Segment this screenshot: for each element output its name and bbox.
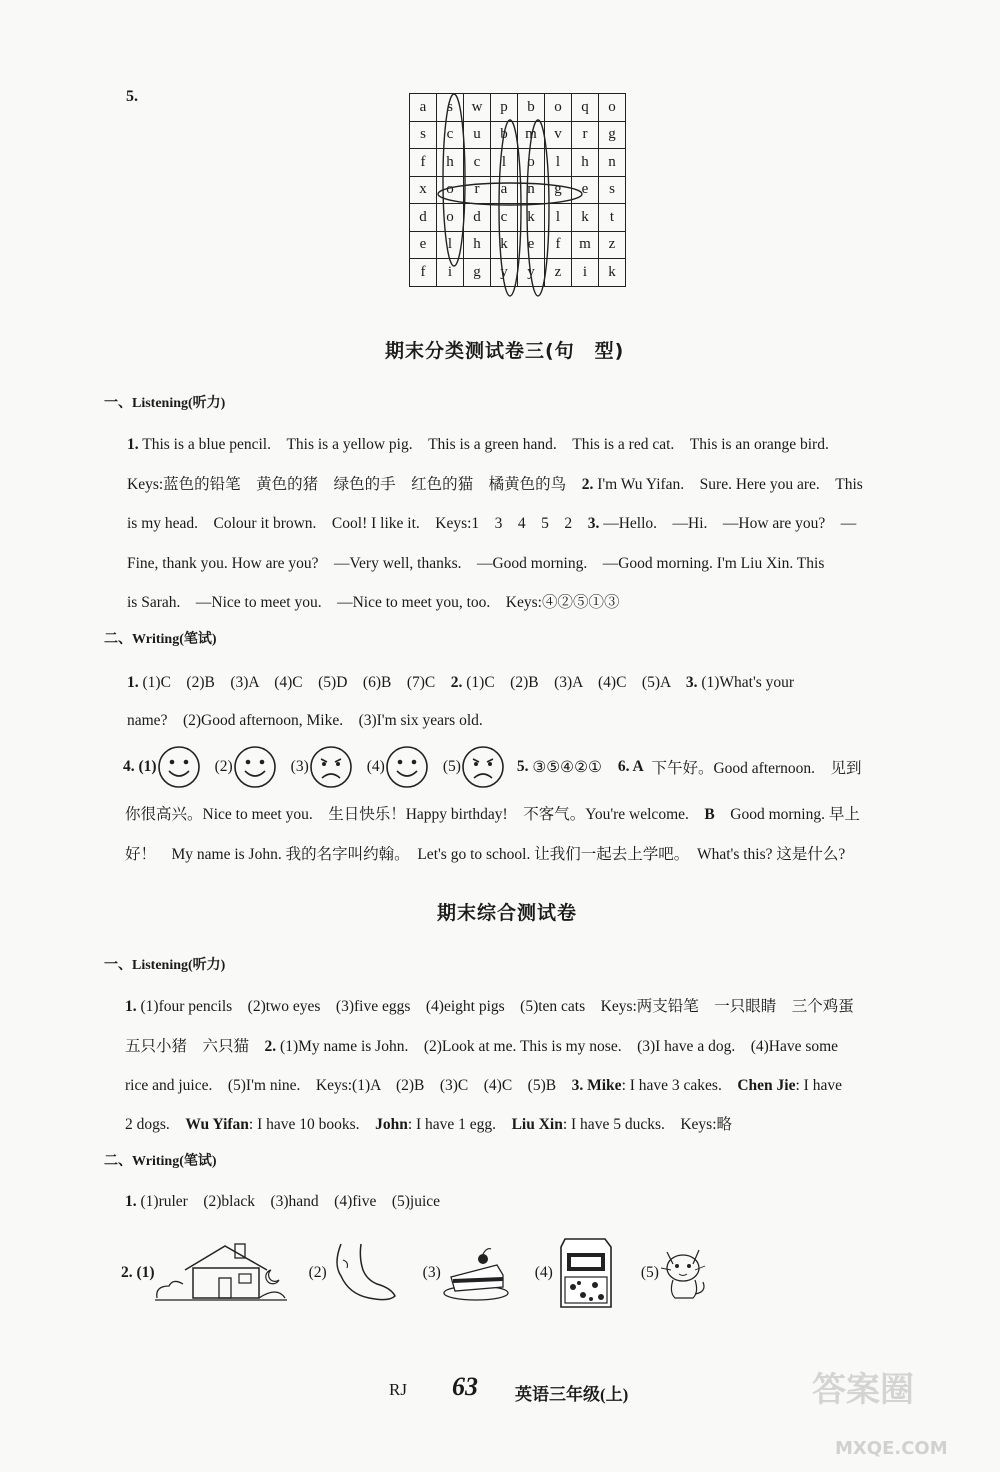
grid-cell: u xyxy=(464,121,491,149)
grid-row xyxy=(410,94,626,122)
q5-prefix: 5. xyxy=(516,758,529,775)
grid-cell: o xyxy=(437,204,464,232)
cat-icon xyxy=(659,1244,709,1302)
s2-listening-line-4: 2 dogs. Wu Yifan: I have 10 books. John: I have 1 egg. Liu Xin: I have 5 ducks. Keys:略 xyxy=(125,1116,733,1133)
grid-cell: l xyxy=(545,149,572,177)
grid-cell: o xyxy=(545,94,572,122)
question-number: 5. xyxy=(126,88,138,105)
grid-row xyxy=(410,204,626,232)
grid-cell: t xyxy=(599,204,626,232)
grid-cell: n xyxy=(599,149,626,177)
listening-label: 一、Listening(听力) xyxy=(104,396,226,411)
listening-label-2: 一、Listening(听力) xyxy=(104,958,226,973)
grid-row xyxy=(410,231,626,259)
writing-line-1: 1. (1)C (2)B (3)A (4)C (5)D (6)B (7)C 2. (1)C (2)B (3)A (4)C (5)A 3. (1)What's your xyxy=(127,674,795,691)
grid-cell: z xyxy=(545,259,572,287)
sad-face-icon xyxy=(461,745,505,789)
grid-row xyxy=(410,259,626,287)
pic-label-2: (2) xyxy=(308,1264,327,1281)
grid-cell: f xyxy=(410,259,437,287)
grid-cell: i xyxy=(437,259,464,287)
face-label-5: (5) xyxy=(442,758,461,775)
grid-row xyxy=(410,176,626,204)
grid-cell: e xyxy=(518,231,545,259)
s2-listening-line-2: 五只小猪 六只猫 2. (1)My name is John. (2)Look at me. This is my nose. (3)I have a dog. (4)Have some xyxy=(125,1038,839,1055)
grid-cell: o xyxy=(437,176,464,204)
footer-book-title: 英语三年级(上) xyxy=(515,1385,629,1404)
grid-cell: w xyxy=(464,94,491,122)
face-label-4: (4) xyxy=(366,758,385,775)
grid-cell: b xyxy=(518,94,545,122)
s2-listening-line-1: 1. (1)four pencils (2)two eyes (3)five eggs (4)eight pigs (5)ten cats Keys:两支铅笔 一只眼睛 三个鸡蛋 xyxy=(125,998,854,1015)
grid-cell: v xyxy=(545,121,572,149)
juice-box-icon xyxy=(553,1237,617,1309)
grid-cell: m xyxy=(572,231,599,259)
grid-cell: y xyxy=(491,259,518,287)
faces-row xyxy=(123,742,862,792)
house-icon xyxy=(155,1240,287,1306)
s2-listening-line-3: rice and juice. (5)I'm nine. Keys:(1)A (2)B (3)C (4)C (5)B 3. Mike: I have 3 cakes. Chen Jie: I have xyxy=(125,1077,842,1094)
listening-line-3: is my head. Colour it brown. Cool! I like it. Keys:1 3 4 5 2 3. —Hello. —Hi. —How are you? — xyxy=(127,515,857,532)
grid-cell: i xyxy=(572,259,599,287)
q6-line-3: 好！ My name is John. 我的名字叫约翰。 Let's go to school. 让我们一起去上学吧。 What's this? 这是什么? xyxy=(125,846,846,863)
happy-face-icon xyxy=(233,745,277,789)
section-title-2: 期末综合测试卷 xyxy=(437,902,578,924)
grid-cell: d xyxy=(410,204,437,232)
grid-cell: f xyxy=(410,149,437,177)
grid-cell: q xyxy=(572,94,599,122)
happy-face-icon xyxy=(385,745,429,789)
grid-row xyxy=(410,149,626,177)
q6-line-2: 你很高兴。Nice to meet you. 生日快乐！Happy birthday! 不客气。You're welcome. B Good morning. 早上 xyxy=(125,806,860,823)
grid-cell: g xyxy=(545,176,572,204)
q6-prefix: 6. A xyxy=(617,758,644,775)
grid-cell: e xyxy=(410,231,437,259)
s2-writing-line-1: 1. (1)ruler (2)black (3)hand (4)five (5)juice xyxy=(125,1193,441,1210)
grid-cell: c xyxy=(437,121,464,149)
section-title: 期末分类测试卷三(句 型) xyxy=(385,340,625,362)
listening-line-1: 1. This is a blue pencil. This is a yellow pig. This is a green hand. This is a red cat. This is an orange bird. xyxy=(127,436,829,453)
writing-line-2: name? (2)Good afternoon, Mike. (3)I'm six years old. xyxy=(127,712,483,729)
grid-cell: k xyxy=(491,231,518,259)
grid-row xyxy=(410,121,626,149)
grid-cell: s xyxy=(437,94,464,122)
q5-answer: ③⑤④②① xyxy=(532,758,602,776)
grid-cell: y xyxy=(518,259,545,287)
grid-cell: p xyxy=(491,94,518,122)
footer-code: RJ xyxy=(389,1380,407,1399)
grid-cell: k xyxy=(518,204,545,232)
pic-label-5: (5) xyxy=(640,1264,659,1281)
pic-label-4: (4) xyxy=(534,1264,553,1281)
grid-cell: f xyxy=(545,231,572,259)
grid-cell: a xyxy=(491,176,518,204)
writing-label: 二、Writing(笔试) xyxy=(104,632,217,647)
grid-cell: h xyxy=(437,149,464,177)
face-label-1: 4. (1) xyxy=(123,758,157,775)
grid-cell: s xyxy=(410,121,437,149)
grid-cell: o xyxy=(599,94,626,122)
grid-cell: l xyxy=(437,231,464,259)
grid-cell: g xyxy=(464,259,491,287)
watermark-url: MXQE.COM xyxy=(835,1438,948,1459)
foot-icon xyxy=(327,1240,399,1306)
listening-line-2: Keys:蓝色的铅笔 黄色的猪 绿色的手 红色的猫 橘黄色的鸟 2. I'm Wu Yifan. Sure. Here you are. This xyxy=(127,476,863,493)
grid-cell: d xyxy=(464,204,491,232)
page-number: 63 xyxy=(452,1372,478,1401)
grid-cell: m xyxy=(518,121,545,149)
grid-cell: c xyxy=(491,204,518,232)
happy-face-icon xyxy=(157,745,201,789)
grid-cell: e xyxy=(572,176,599,204)
listening-line-5: is Sarah. —Nice to meet you. —Nice to meet you, too. Keys:④②⑤①③ xyxy=(127,594,620,611)
grid-cell: a xyxy=(410,94,437,122)
watermark-logo: 答案圈 xyxy=(812,1370,914,1410)
grid-cell: z xyxy=(599,231,626,259)
grid-cell: r xyxy=(572,121,599,149)
word-search-grid xyxy=(409,93,626,287)
q6-line-1: 下午好。Good afternoon. 见到 xyxy=(651,760,862,777)
grid-cell: g xyxy=(599,121,626,149)
grid-cell: r xyxy=(464,176,491,204)
face-label-2: (2) xyxy=(214,758,233,775)
sad-face-icon xyxy=(309,745,353,789)
cake-icon xyxy=(441,1243,511,1303)
pictures-row xyxy=(121,1237,709,1309)
grid-cell: x xyxy=(410,176,437,204)
grid-cell: c xyxy=(464,149,491,177)
grid-cell: b xyxy=(491,121,518,149)
grid-cell: h xyxy=(464,231,491,259)
grid-cell: s xyxy=(599,176,626,204)
writing-label-2: 二、Writing(笔试) xyxy=(104,1154,217,1169)
grid-cell: h xyxy=(572,149,599,177)
face-label-3: (3) xyxy=(290,758,309,775)
grid-cell: o xyxy=(518,149,545,177)
grid-cell: k xyxy=(599,259,626,287)
grid-cell: n xyxy=(518,176,545,204)
listening-line-4: Fine, thank you. How are you? —Very well, thanks. —Good morning. —Good morning. I'm Liu Xin. This xyxy=(127,555,825,572)
grid-cell: k xyxy=(572,204,599,232)
grid-cell: l xyxy=(491,149,518,177)
grid-cell: l xyxy=(545,204,572,232)
pic-label-1: 2. (1) xyxy=(121,1264,155,1281)
pic-label-3: (3) xyxy=(422,1264,441,1281)
